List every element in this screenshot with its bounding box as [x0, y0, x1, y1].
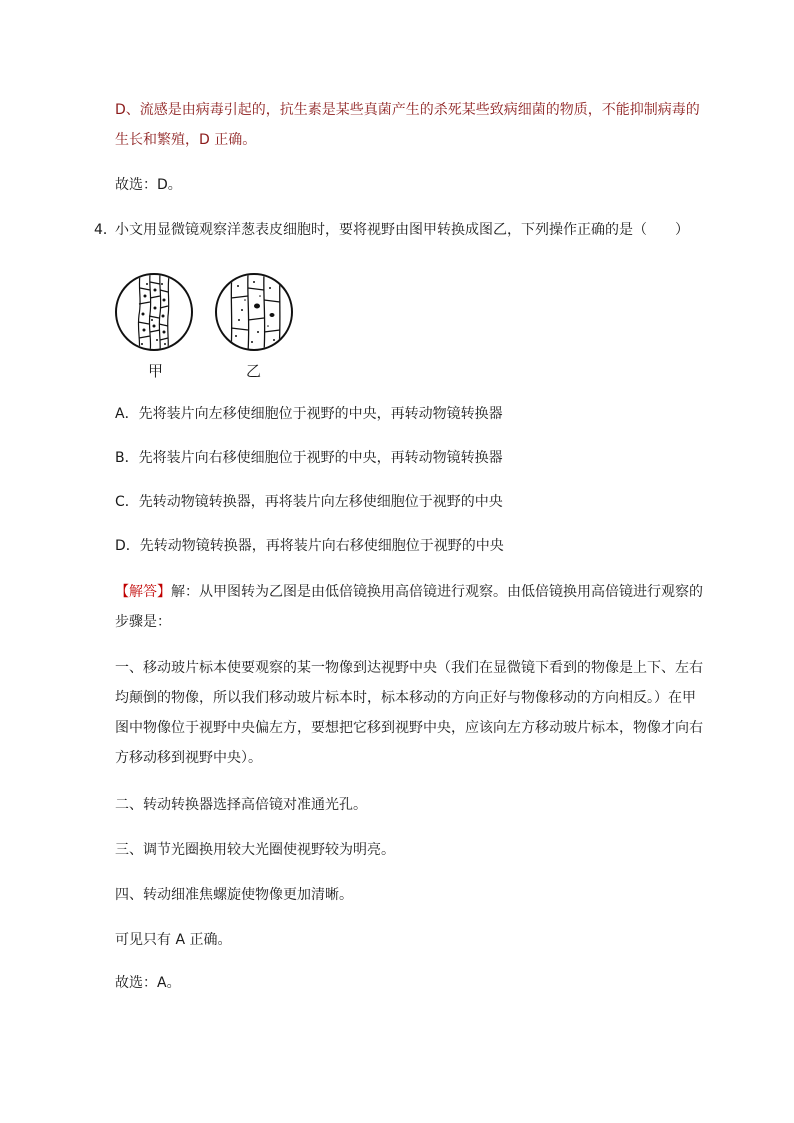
- answer-tag: 【解答】: [115, 584, 171, 600]
- field-yi: [216, 274, 292, 352]
- answer-choice: 故选：A。: [115, 975, 181, 991]
- option-a: A．先将装片向左移使细胞位于视野的中央，再转动物镜转换器: [115, 406, 503, 422]
- conclusion: 可见只有 A 正确。: [115, 932, 232, 948]
- figure-label-yi: 乙: [246, 362, 262, 380]
- answer-intro-text: 解：从甲图转为乙图是由低倍镜换用高倍镜进行观察。由低倍镜换用高倍镜进行观察的: [171, 584, 703, 600]
- figure-label-jia: 甲: [148, 362, 164, 380]
- step3: 三、调节光圈换用较大光圈使视野较为明亮。: [115, 842, 395, 858]
- step1-line3: 图中物像位于视野中央偏左方，要想把它移到视野中央，应该向左方移动玻片标本，物像才向右: [115, 720, 703, 736]
- question-number: 4．: [94, 222, 117, 238]
- step4: 四、转动细准焦螺旋使物像更加清晰。: [115, 887, 353, 903]
- microscope-figure: [112, 270, 312, 385]
- microscope-fields-svg: [112, 270, 312, 360]
- option-c: C．先转动物镜转换器，再将装片向左移使细胞位于视野的中央: [115, 494, 503, 510]
- answer-intro-line1: [115, 577, 705, 607]
- step1-line2: 均颠倒的物像，所以我们移动玻片标本时，标本移动的方向正好与物像移动的方向相反。）在甲: [115, 690, 696, 706]
- question-stem: 小文用显微镜观察洋葱表皮细胞时，要将视野由图甲转换成图乙，下列操作正确的是（ ）: [115, 222, 689, 238]
- prev-option-d-line1: D、流感是由病毒引起的，抗生素是某些真菌产生的杀死某些致病细菌的物质，不能抑制病毒的: [115, 102, 700, 118]
- option-d: D．先转动物镜转换器，再将装片向右移使细胞位于视野的中央: [115, 538, 504, 554]
- step2: 二、转动转换器选择高倍镜对准通光孔。: [115, 797, 367, 813]
- option-b: B．先将装片向右移使细胞位于视野的中央，再转动物镜转换器: [115, 450, 503, 466]
- prev-choice: 故选：D。: [115, 177, 182, 193]
- field-jia: [116, 274, 192, 352]
- answer-intro-line2: 步骤是：: [115, 614, 171, 630]
- prev-option-d-line2: 生长和繁殖，D 正确。: [115, 132, 257, 148]
- step1-line4: 方移动移到视野中央）。: [115, 750, 262, 766]
- step1-line1: 一、移动玻片标本使要观察的某一物像到达视野中央（我们在显微镜下看到的物像是上下、左右: [115, 660, 703, 676]
